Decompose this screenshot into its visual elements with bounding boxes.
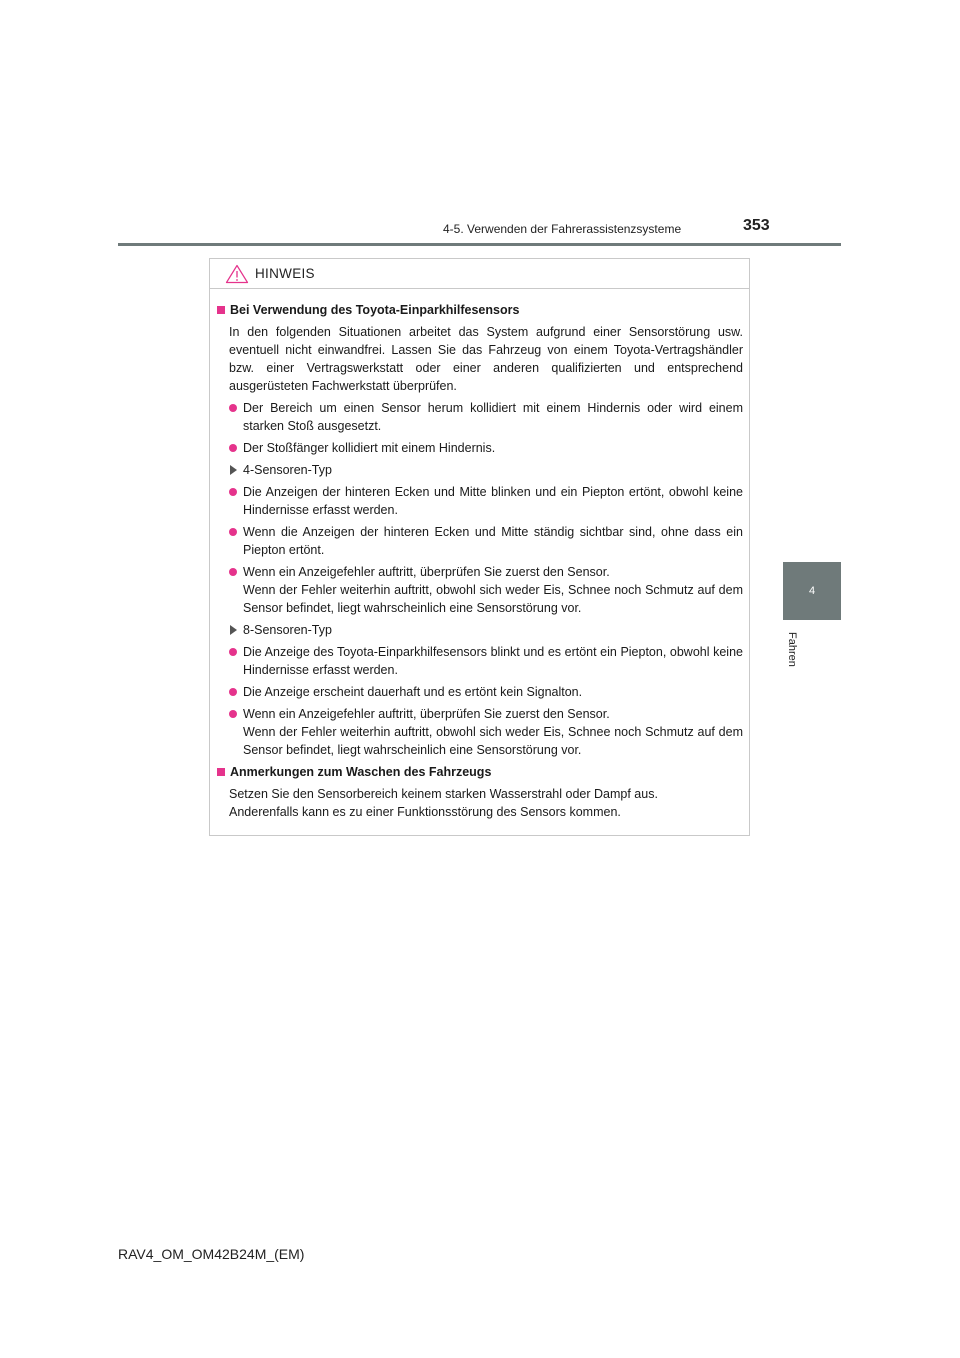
notice-box bbox=[209, 258, 750, 836]
bullet-item bbox=[243, 705, 743, 759]
sensor-type-label bbox=[243, 461, 743, 479]
notice-body bbox=[210, 289, 749, 821]
bullet-item bbox=[243, 483, 743, 519]
bullet-text: Der Stoßfänger kollidiert mit einem Hindernis. bbox=[243, 441, 496, 455]
bullet-item bbox=[243, 523, 743, 559]
bullet-dot-icon bbox=[229, 710, 237, 718]
triangle-arrow-icon bbox=[230, 625, 237, 635]
sensor-type-text: 4-Sensoren-Typ bbox=[243, 463, 332, 477]
bullet-item bbox=[243, 683, 743, 701]
bullet-item bbox=[243, 563, 743, 617]
bullet-dot-icon bbox=[229, 444, 237, 452]
bullet-dot-icon bbox=[229, 568, 237, 576]
bullet-text: Wenn die Anzeigen der hinteren Ecken und Mitte ständig sichtbar sind, ohne dass ein Piepton ertönt. bbox=[243, 525, 743, 557]
header-rule bbox=[118, 243, 841, 246]
section-heading bbox=[217, 763, 743, 781]
bullet-dot-icon bbox=[229, 688, 237, 696]
document-code: RAV4_OM_OM42B24M_(EM) bbox=[118, 1246, 305, 1262]
bullet-dot-icon bbox=[229, 488, 237, 496]
square-bullet-icon bbox=[217, 306, 225, 314]
section-intro: In den folgenden Situationen arbeitet das System aufgrund einer Sensorstörung usw. eventuell nicht einwandfrei. Lassen Sie das Fahrzeug von einem Toyota-Vertragshändler bzw. einer Vertragswerkstatt oder einer anderen qualifizierten und entsprechend ausgerüsteten Fachwerkstatt überprüfen. bbox=[229, 325, 743, 393]
bullet-text: Der Bereich um einen Sensor herum kollidiert mit einem Hindernis oder wird einem starken Stoß ausgesetzt. bbox=[243, 401, 743, 433]
triangle-arrow-icon bbox=[230, 465, 237, 475]
bullet-dot-icon bbox=[229, 648, 237, 656]
bullet-text: Die Anzeige erscheint dauerhaft und es ertönt kein Signalton. bbox=[243, 685, 583, 699]
bullet-dot-icon bbox=[229, 528, 237, 536]
chapter-label: Fahren bbox=[786, 632, 798, 667]
bullet-text: Wenn ein Anzeigefehler auftritt, überprüfen Sie zuerst den Sensor. Wenn der Fehler weiterhin auftritt, obwohl sich weder Eis, Schnee noch Schmutz auf dem Sensor befindet, liegt wahrscheinlich eine Sensorstörung vor. bbox=[243, 707, 743, 757]
sensor-type-label bbox=[243, 621, 743, 639]
section-heading-text: Bei Verwendung des Toyota-Einparkhilfesensors bbox=[230, 303, 520, 317]
chapter-tab bbox=[783, 562, 841, 620]
bullet-text: Wenn ein Anzeigefehler auftritt, überprüfen Sie zuerst den Sensor. Wenn der Fehler weiterhin auftritt, obwohl sich weder Eis, Schnee noch Schmutz auf dem Sensor befindet, liegt wahrscheinlich eine Sensorstörung vor. bbox=[243, 565, 743, 615]
sensor-type-text: 8-Sensoren-Typ bbox=[243, 623, 332, 637]
chapter-number: 4 bbox=[808, 585, 816, 597]
bullet-text: Die Anzeige des Toyota-Einparkhilfesensors blinkt und es ertönt ein Piepton, obwohl keine Hindernisse erfasst werden. bbox=[243, 645, 743, 677]
bullet-item bbox=[243, 399, 743, 435]
bullet-item bbox=[243, 643, 743, 679]
page-number: 353 bbox=[743, 217, 770, 234]
section-heading-text: Anmerkungen zum Waschen des Fahrzeugs bbox=[230, 765, 492, 779]
bullet-dot-icon bbox=[229, 404, 237, 412]
notice-title: HINWEIS bbox=[255, 266, 315, 281]
warning-triangle-icon bbox=[225, 264, 249, 284]
square-bullet-icon bbox=[217, 768, 225, 776]
section-heading bbox=[217, 301, 743, 319]
section-intro: Setzen Sie den Sensorbereich keinem starken Wasserstrahl oder Dampf aus. Anderenfalls kann es zu einer Funktionsstörung des Sensors kommen. bbox=[229, 787, 658, 819]
notice-header bbox=[210, 259, 749, 289]
bullet-item bbox=[243, 439, 743, 457]
header-section-title: 4-5. Verwenden der Fahrerassistenzsysteme bbox=[443, 222, 682, 236]
bullet-text: Die Anzeigen der hinteren Ecken und Mitte blinken und ein Piepton ertönt, obwohl keine Hindernisse erfasst werden. bbox=[243, 485, 743, 517]
